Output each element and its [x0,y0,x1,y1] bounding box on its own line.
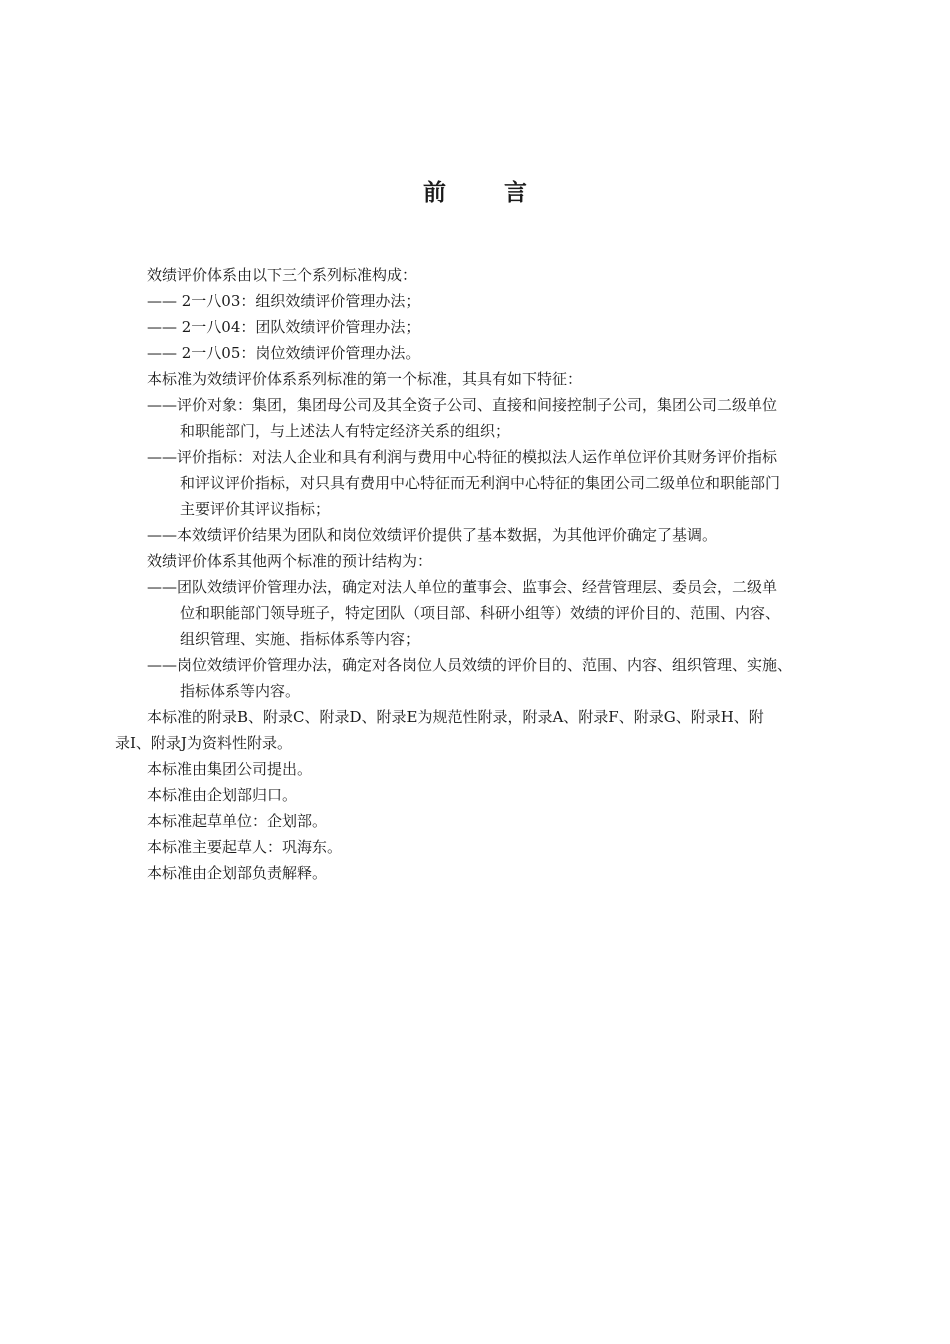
paragraph-proposer: 本标准由集团公司提出。 [147,760,313,778]
list-item-standard-03: —— 2一八03：组织效绩评价管理办法； [147,292,421,310]
title-char-1: 前 [423,179,446,206]
list-item-team-method: ——团队效绩评价管理办法，确定对法人单位的董事会、监事会、经营管理层、委员会，二级单 [147,578,778,596]
paragraph-drafting-unit: 本标准起草单位：企划部。 [147,812,328,830]
paragraph-owner: 本标准由企划部归口。 [147,786,298,804]
paragraph-appendix-cont: 录I、附录J为资料性附录。 [115,734,292,752]
list-item-team-method-cont-2: 组织管理、实施、指标体系等内容； [180,630,421,648]
list-item-standard-05: —— 2一八05：岗位效绩评价管理办法。 [147,344,421,362]
list-item-evaluation-index: ——评价指标：对法人企业和具有利润与费用中心特征的模拟法人运作单位评价其财务评价指标 [147,448,778,466]
list-item-evaluation-index-cont-2: 主要评价其评议指标； [180,500,331,518]
page-title [0,176,950,210]
paragraph-intro: 效绩评价体系由以下三个系列标准构成： [147,266,418,284]
paragraph-features: 本标准为效绩评价体系系列标准的第一个标准，其具有如下特征： [147,370,583,388]
list-item-evaluation-index-cont-1: 和评议评价指标，对只具有费用中心特征而无利润中心特征的集团公司二级单位和职能部门 [180,474,781,492]
paragraph-structure: 效绩评价体系其他两个标准的预计结构为： [147,552,433,570]
list-item-team-method-cont-1: 位和职能部门领导班子，特定团队（项目部、科研小组等）效绩的评价目的、范围、内容、 [180,604,781,622]
list-item-evaluation-object-cont: 和职能部门，与上述法人有特定经济关系的组织； [180,422,511,440]
list-item-standard-04: —— 2一八04：团队效绩评价管理办法； [147,318,421,336]
preface-body [115,262,875,886]
title-char-2: 言 [504,179,527,206]
list-item-evaluation-result: ——本效绩评价结果为团队和岗位效绩评价提供了基本数据，为其他评价确定了基调。 [147,526,718,544]
paragraph-appendix: 本标准的附录B、附录C、附录D、附录E为规范性附录，附录A、附录F、附录G、附录H、附 [147,708,764,726]
paragraph-interpretation: 本标准由企划部负责解释。 [147,864,328,882]
paragraph-drafter: 本标准主要起草人：巩海东。 [147,838,343,856]
list-item-evaluation-object: ——评价对象：集团，集团母公司及其全资子公司、直接和间接控制子公司，集团公司二级单位 [147,396,778,414]
list-item-post-method-cont: 指标体系等内容。 [180,682,301,700]
list-item-post-method: ——岗位效绩评价管理办法，确定对各岗位人员效绩的评价目的、范围、内容、组织管理、实施、 [147,656,793,674]
